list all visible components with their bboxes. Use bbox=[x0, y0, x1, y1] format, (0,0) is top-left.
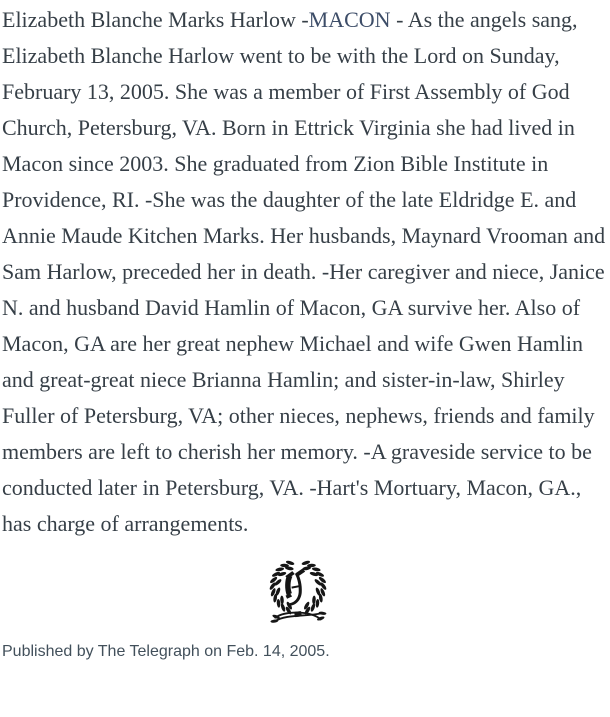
obituary-text bbox=[2, 2, 606, 542]
obituary-body-text: - As the angels sang, Elizabeth Blanche Harlow went to be with the Lord on Sunday, February 13, 2005. She was a member of First Assembly of God Church, Petersburg, VA. Born in Ettrick Virginia she had lived in Macon since 2003. She graduated from Zion Bible Institute in Providence, RI. -She was the daughter of the late Eldridge E. and Annie Maude Kitchen Marks. Her husbands, Maynard Vrooman and Sam Harlow, preceded her in death. -Her caregiver and niece, Janice N. and husband David Hamlin of Macon, GA survive her. Also of Macon, GA are her great nephew Michael and wife Gwen Hamlin and great-great niece Brianna Hamlin; and sister-in-law, Shirley Fuller of Petersburg, VA; other nieces, nephews, friends and family members are left to cherish her memory. -A graveside service to be conducted later in Petersburg, VA. -Hart's Mortuary, Macon, GA., has charge of arrangements. bbox=[2, 7, 606, 536]
obituary-location: MACON bbox=[308, 7, 391, 32]
harts-mortuary-logo bbox=[254, 552, 342, 629]
laurel-wreath-leaves bbox=[269, 560, 328, 623]
publication-attribution: Published by The Telegraph on Feb. 14, 2005. bbox=[2, 643, 330, 660]
laurel-wreath-icon bbox=[254, 552, 342, 629]
obituary-intro-text: Elizabeth Blanche Marks Harlow - bbox=[2, 7, 309, 32]
blackletter-h-monogram bbox=[285, 568, 305, 605]
